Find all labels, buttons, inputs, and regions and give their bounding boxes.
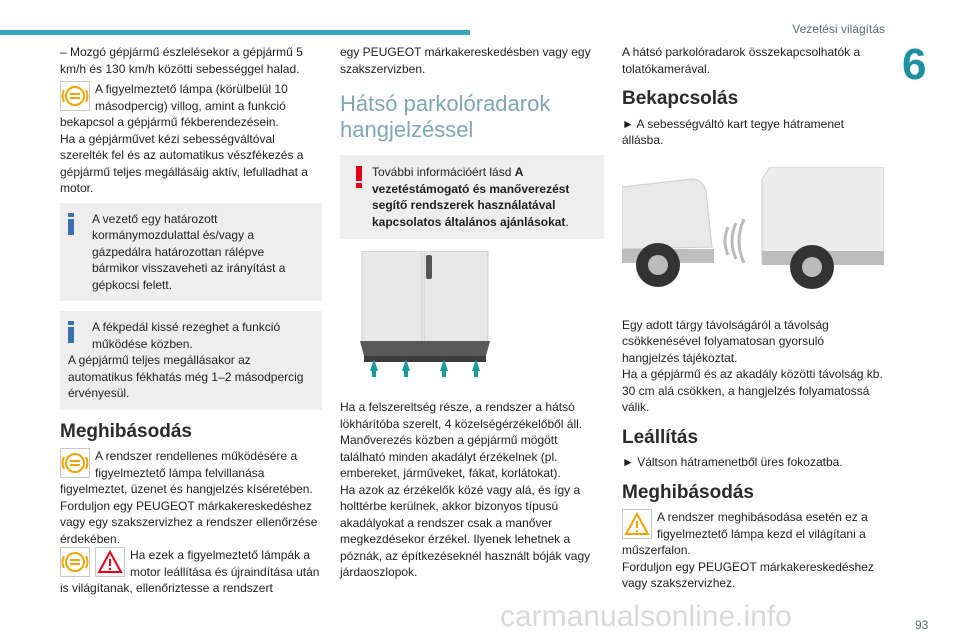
section-heading: Meghibásodás (60, 420, 192, 442)
fault-paragraph (60, 547, 322, 597)
paragraph: – Mozgó gépjármű észlelésekor a gépjármű 5 km/h és 130 km/h közötti sebességgel halad. (60, 45, 303, 76)
instruction: ► Váltson hátramenetből üres fokozatba. (622, 455, 843, 469)
info-note (60, 203, 322, 302)
paragraph: Ha azok az érzékelők közé vagy alá, és így a holttérbe kerülnek, akkor bizonyos típusú akadályokat a rendszer csak a manőver megkezdésekor érzékel. Ilyenek lehetnek a póznák, az építkezéseknél használt bóják vagy járdaoszlopok. (340, 482, 591, 579)
rear-bumper-sensors-illustration (360, 251, 490, 381)
column-left (60, 44, 322, 597)
paragraph: egy PEUGEOT márkakereskedésben vagy egy szakszervizben. (340, 45, 591, 76)
paragraph: A rendszer meghibásodása esetén ez a figyelmeztető lámpa kezd el világítani a műszerfalon. (622, 510, 868, 557)
warning-triangle-icon (622, 509, 652, 539)
brake-warning-lamp-icon (60, 448, 90, 478)
paragraph: Forduljon egy PEUGEOT márkakereskedéshez vagy egy szakszervizhez a rendszer ellenőrzése érdekében. (60, 498, 318, 546)
instruction: ► A sebességváltó kart tegye hátramenet állásba. (622, 116, 845, 147)
paragraph: A rendszer rendellenes működésére a figyelmeztető lámpa felvillanása figyelmeztet, üzenet és hangjelzés kíséretében. (60, 449, 313, 496)
paragraph: A hátsó parkolóradarok összekapcsolhatók a tolatókamerával. (622, 45, 861, 76)
warning-text-end: . (565, 214, 569, 229)
section-title: Hátsó parkolóradarok hangjelzéssel (340, 91, 551, 142)
warning-text-bold: A vezetéstámogató és manőverezést segítő rendszerek használatával kapcsolatos általános ajánlásokat (372, 165, 570, 229)
warning-note (340, 155, 604, 239)
note-text: A vezető egy határozott kormánymozdulattal és/vagy a gázpedálra határozottan rálépve bármikor visszaveheti az irányítást a gépkocsi felett. (92, 211, 286, 292)
warning-text (348, 164, 596, 230)
warning-triangle-icon (95, 547, 125, 577)
column-right (622, 44, 884, 592)
section-heading: Leállítás (622, 426, 699, 448)
section-heading: Meghibásodás (622, 481, 754, 503)
note-text: A fékpedál kissé rezeghet a funkció működése közben. (92, 320, 281, 351)
column-middle (340, 44, 604, 581)
warning-text-normal: További információért lásd (372, 165, 515, 179)
watermark: carmanualsonline.info (500, 600, 792, 633)
paragraph: Forduljon egy PEUGEOT márkakereskedéshez vagy szakszervizhez. (622, 559, 874, 590)
chapter-number: 6 (902, 40, 927, 89)
fault-paragraph (60, 448, 322, 498)
info-icon (68, 213, 74, 235)
page-number: 93 (915, 618, 929, 632)
top-accent-bar (0, 30, 470, 35)
fault-paragraph (622, 509, 884, 559)
exclamation-icon (356, 166, 362, 188)
info-icon (68, 321, 74, 343)
paragraph: Ha ezek a figyelmeztető lámpák a motor leállítása és újraindítása után is világítanak, ellenőriztesse a rendszert (60, 548, 320, 595)
section-header: Vezetési világítás (792, 22, 885, 36)
paragraph: Egy adott tárgy távolságáról a távolság csökkenésével folyamatosan gyorsuló hangjelzés tájékoztat. (622, 317, 829, 365)
paragraph: A figyelmeztető lámpa (körülbelül 10 másodpercig) villog, amint a funkció bekapcsol a gépjármű fékberendezésein. (60, 82, 288, 129)
paragraph: Manőverezés közben a gépjármű mögött található minden akadályt érzékelnek (pl. embereket, járműveket, fákat, korlátokat). (340, 433, 561, 480)
van-parking-sensor-illustration (622, 167, 884, 299)
brake-warning-lamp-icon (60, 81, 90, 111)
note-text: A gépjármű teljes megállásakor az automatikus fékhatás még 1–2 másodpercig érvényesül. (68, 353, 304, 400)
info-note (60, 311, 322, 410)
paragraph: Ha a gépjármű és az akadály közötti távolság kb. 30 cm alá csökken, a hangjelzés folyamatossá válik. (622, 367, 883, 414)
paragraph: Ha a gépjárművet kézi sebességváltóval szerelték fel és az automatikus vészfékezés a gépjármű teljes megállásáig aktív, lefulladhat a motor. (60, 131, 308, 195)
brake-warning-lamp-icon (60, 547, 90, 577)
section-heading: Bekapcsolás (622, 88, 739, 109)
warning-lamp-paragraph (60, 81, 322, 131)
paragraph: Ha a felszereltség része, a rendszer a hátsó lökhárítóba szerelt, 4 közelségérzékelőből áll. (340, 400, 583, 431)
